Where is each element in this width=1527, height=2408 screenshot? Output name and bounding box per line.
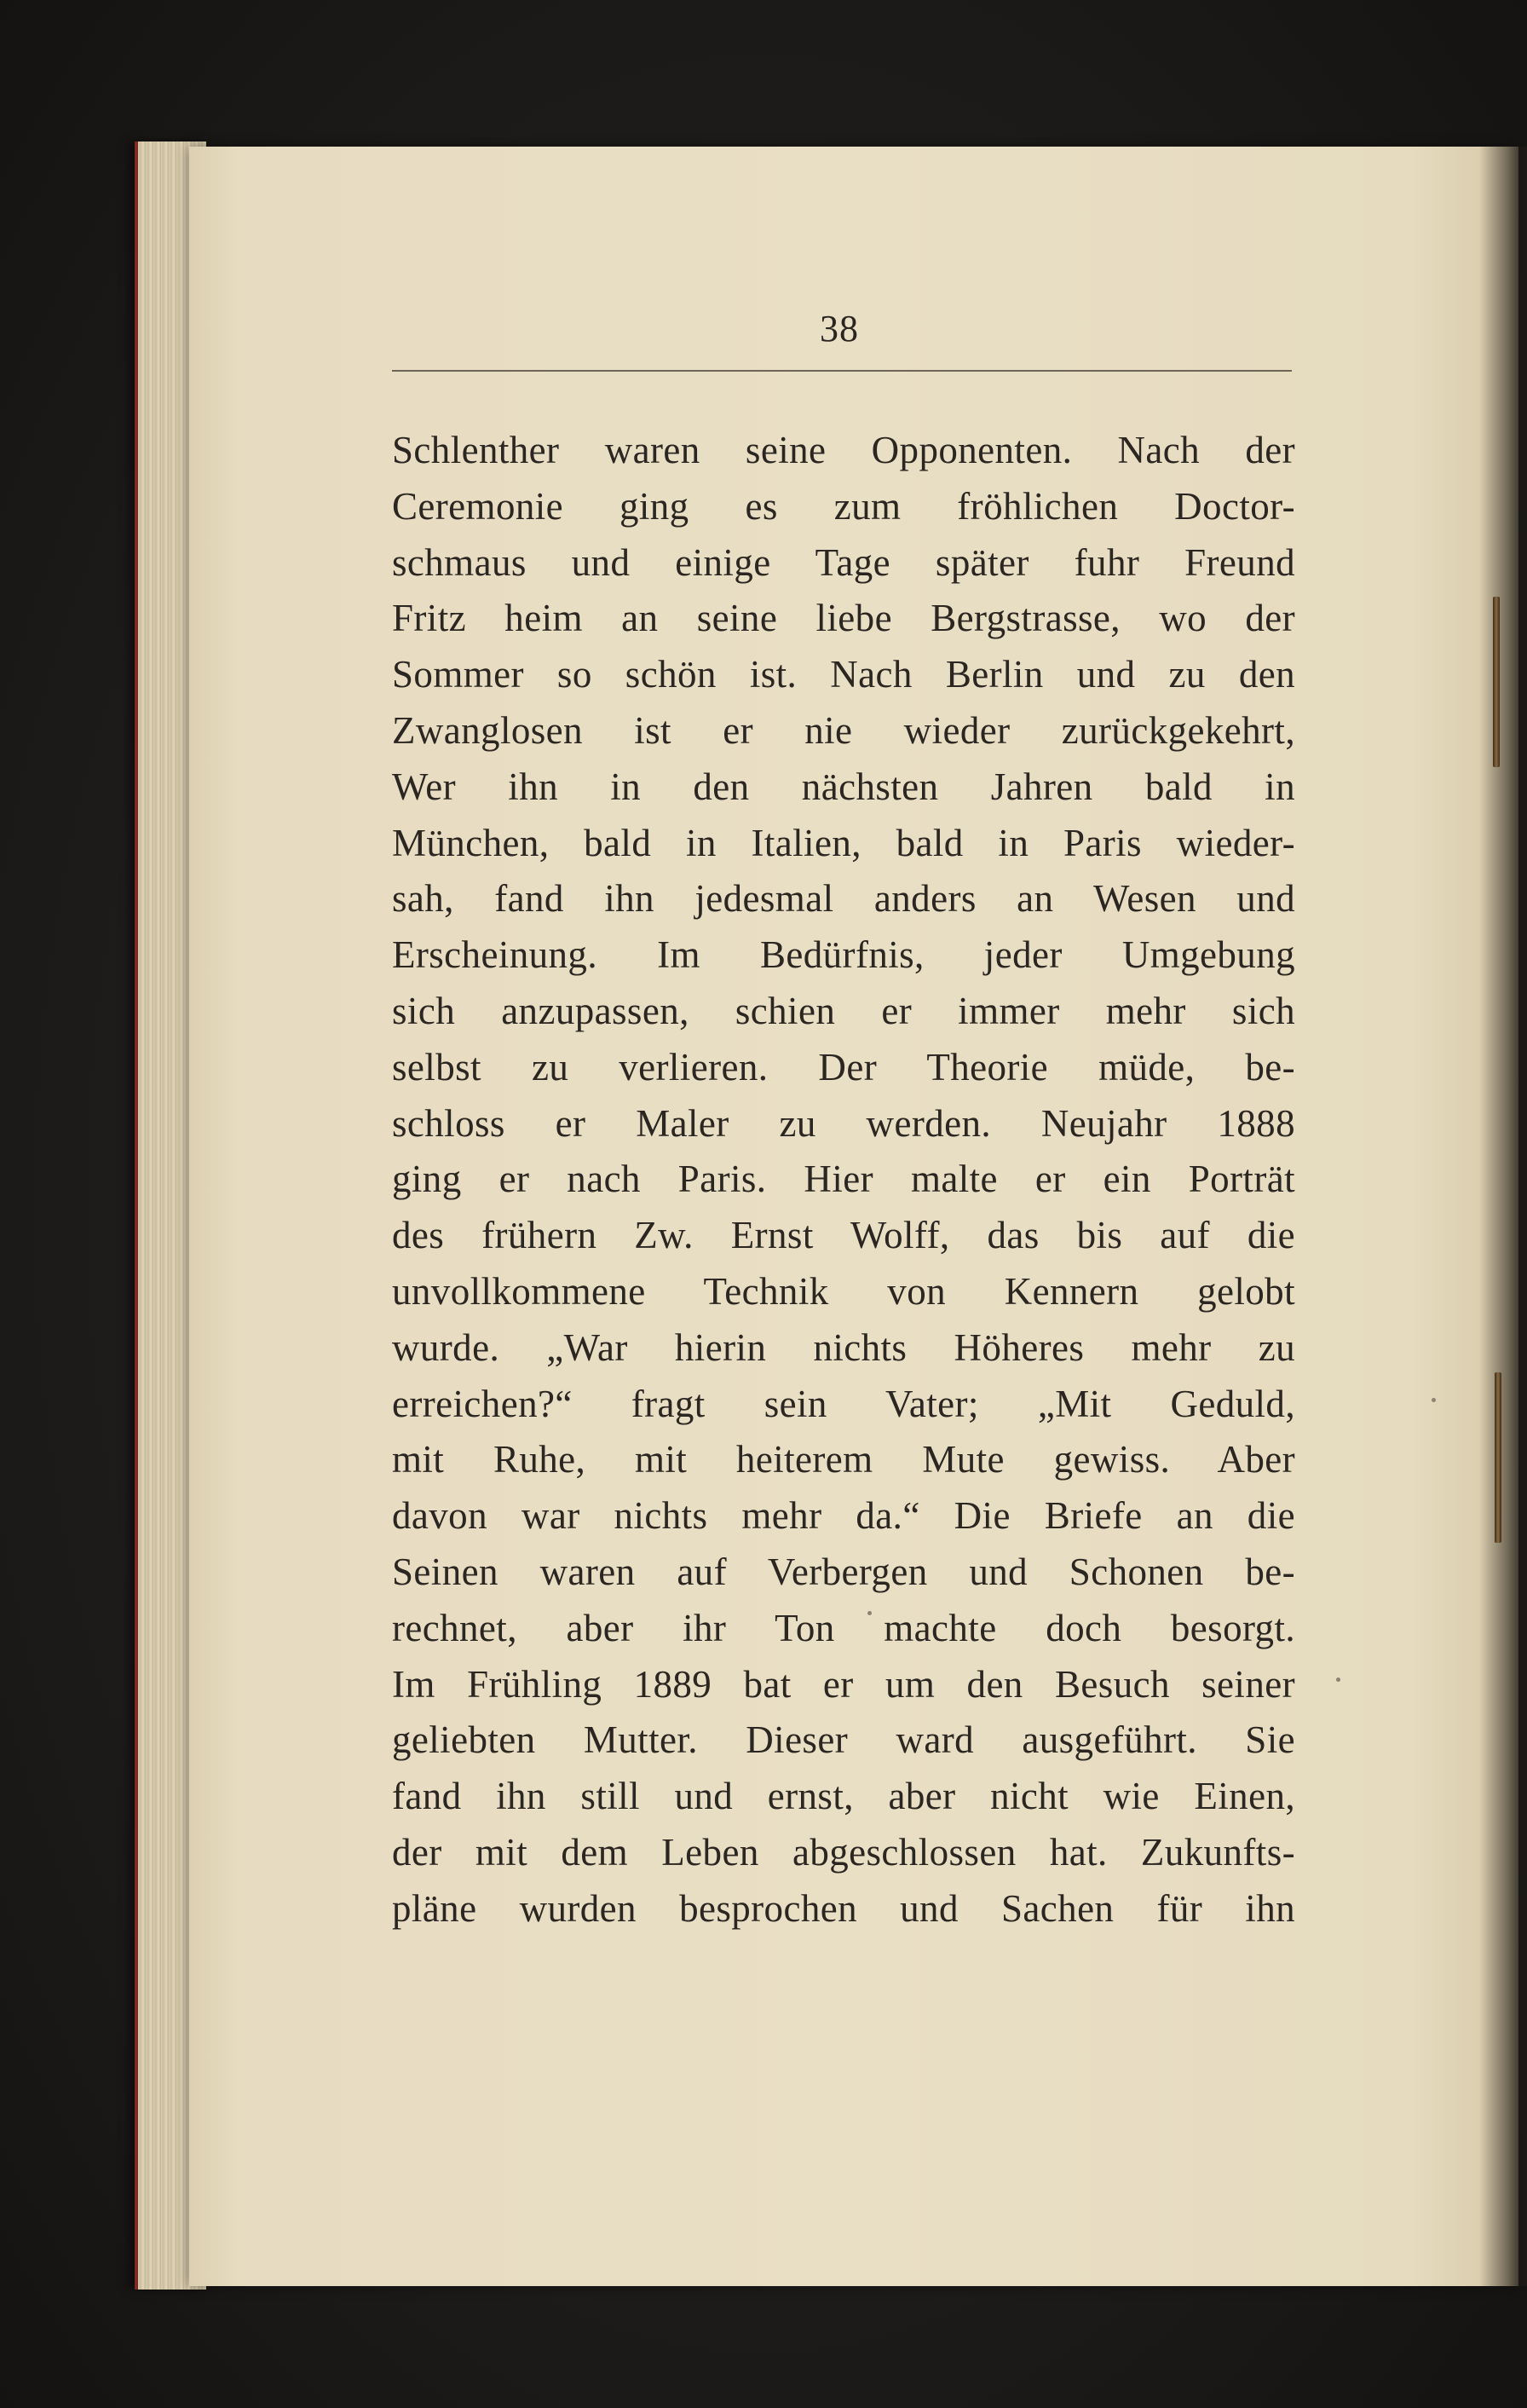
text-line: sich anzupassen, schien er immer mehr sich xyxy=(392,989,1295,1032)
text-line: schloss er Maler zu werden. Neujahr 1888 xyxy=(392,1101,1295,1145)
text-line: der mit dem Leben abgeschlossen hat. Zukunfts- xyxy=(392,1830,1295,1874)
text-line: Wer ihn in den nächsten Jahren bald in xyxy=(392,765,1295,808)
body-text xyxy=(392,423,1295,1937)
text-line: schmaus und einige Tage später fuhr Freund xyxy=(392,540,1295,584)
text-line: München, bald in Italien, bald in Paris wieder- xyxy=(392,821,1295,864)
text-line: sah, fand ihn jedesmal anders an Wesen und xyxy=(392,877,1295,921)
text-line: selbst zu verlieren. Der Theorie müde, be- xyxy=(392,1045,1295,1089)
gutter-shadow xyxy=(1479,147,1527,2286)
paper-speck xyxy=(1336,1678,1340,1682)
text-line: Fritz heim an seine liebe Bergstrasse, wo der xyxy=(392,597,1295,640)
text-line: Ceremonie ging es zum fröhlichen Doctor- xyxy=(392,484,1295,528)
text-line: pläne wurden besprochen und Sachen für ihn xyxy=(392,1886,1295,1930)
text-line: davon war nichts mehr da.“ Die Briefe an die xyxy=(392,1494,1295,1538)
text-line: geliebten Mutter. Dieser ward ausgeführt. Sie xyxy=(392,1718,1295,1762)
header-rule xyxy=(392,370,1292,372)
text-line: fand ihn still und ernst, aber nicht wie Einen, xyxy=(392,1775,1295,1818)
text-line: unvollkommene Technik von Kennern gelobt xyxy=(392,1269,1295,1313)
text-line: Zwanglosen ist er nie wieder zurückgekehrt, xyxy=(392,708,1295,752)
text-line: Seinen waren auf Verbergen und Schonen be- xyxy=(392,1550,1295,1593)
text-line: Erscheinung. Im Bedürfnis, jeder Umgebung xyxy=(392,933,1295,977)
text-line: wurde. „War hierin nichts Höheres mehr zu xyxy=(392,1325,1295,1369)
page-number: 38 xyxy=(820,308,859,349)
bookmark-strip xyxy=(1493,597,1500,767)
paper-speck xyxy=(1432,1398,1436,1402)
text-line: Sommer so schön ist. Nach Berlin und zu den xyxy=(392,653,1295,696)
text-line: rechnet, aber ihr Ton machte doch besorgt. xyxy=(392,1606,1295,1649)
text-line: Im Frühling 1889 bat er um den Besuch seiner xyxy=(392,1662,1295,1706)
text-line: mit Ruhe, mit heiterem Mute gewiss. Aber xyxy=(392,1438,1295,1481)
text-line: Schlenther waren seine Opponenten. Nach der xyxy=(392,429,1295,471)
bookmark-strip xyxy=(1495,1372,1501,1543)
text-line: ging er nach Paris. Hier malte er ein Porträt xyxy=(392,1158,1295,1201)
text-line: des frühern Zw. Ernst Wolff, das bis auf die xyxy=(392,1214,1295,1257)
text-line: erreichen?“ fragt sein Vater; „Mit Geduld, xyxy=(392,1382,1295,1425)
